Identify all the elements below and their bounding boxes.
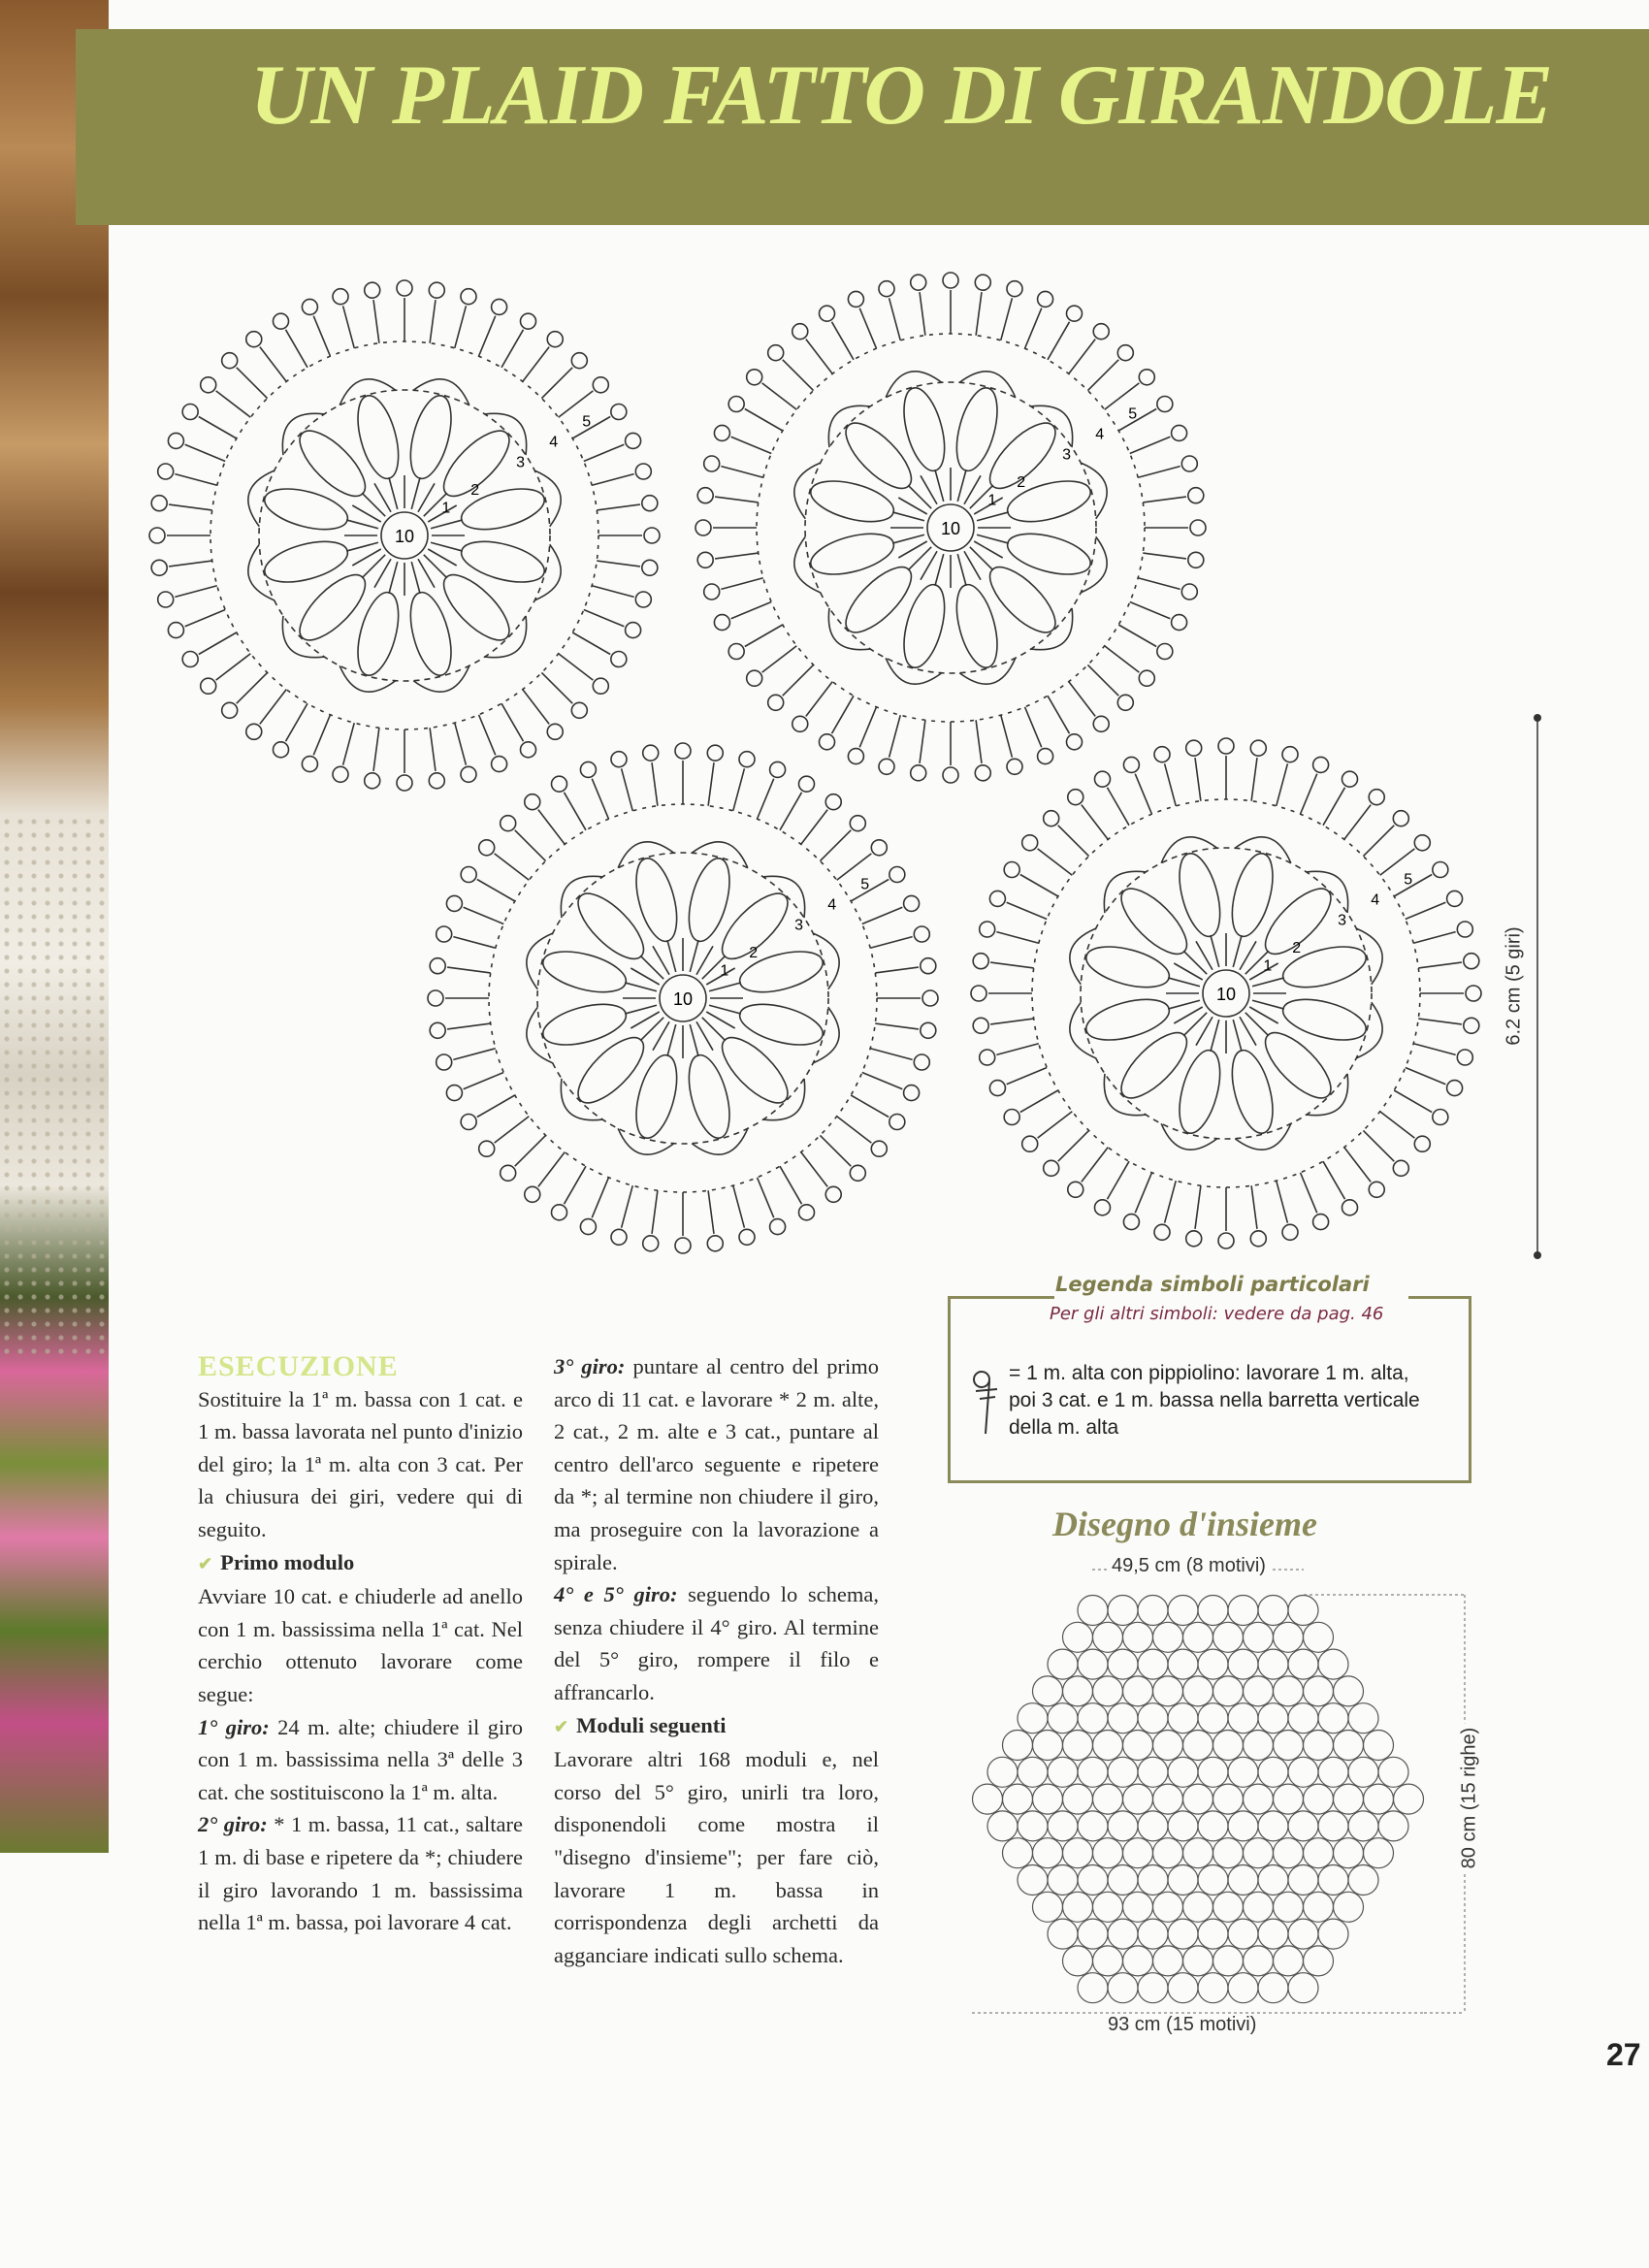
motif-circle: [1348, 1811, 1378, 1841]
overview-title: Disegno d'insieme: [1052, 1505, 1318, 1543]
motif-circle: [1183, 1892, 1213, 1922]
crochet-motif: [695, 273, 1206, 783]
motif-circle: [1244, 1892, 1274, 1922]
motif-circle: [1093, 1784, 1123, 1814]
motif-circle: [1213, 1838, 1244, 1868]
motif-circle: [1123, 1731, 1153, 1761]
motif-center-label: 10: [394, 527, 415, 546]
top-width-label: 49,5 cm (8 motivi): [1108, 1555, 1270, 1577]
motif-circle: [1078, 1973, 1108, 2003]
motif-circle: [1168, 1757, 1198, 1787]
motif-circle: [1304, 1838, 1334, 1868]
motif-circle: [1018, 1703, 1048, 1733]
motif-circle: [1138, 1865, 1168, 1895]
check-icon: ✔: [554, 1716, 569, 1736]
motif-circle: [1093, 1946, 1123, 1976]
motif-circle: [1003, 1731, 1033, 1761]
motif-circle: [1348, 1703, 1378, 1733]
round-number: 4: [549, 434, 559, 451]
motif-circle: [1003, 1838, 1033, 1868]
motif-circle: [987, 1757, 1018, 1787]
motif-circle: [1048, 1703, 1078, 1733]
motif-circle: [1078, 1811, 1108, 1841]
motif-circle: [1123, 1946, 1153, 1976]
motif-circle: [1258, 1703, 1288, 1733]
motif-circle: [1198, 1919, 1228, 1949]
motif-circle: [1078, 1919, 1108, 1949]
motif-circle: [1244, 1784, 1274, 1814]
next-modules-text: Lavorare altri 168 moduli e, nel corso del 5° giro, unirli tra loro, disponendoli come mostra il "disegno d'insieme"; per fare ciò, lavorare 1 m. bassa in corrispondenza degli archetti da agganciare indicati sullo schema.: [554, 1747, 879, 1967]
motif-circle: [1228, 1919, 1258, 1949]
motif-circle: [1123, 1676, 1153, 1706]
motif-circle: [1213, 1946, 1244, 1976]
round-number: 5: [1128, 405, 1138, 423]
motif-circle: [1093, 1622, 1123, 1652]
motif-circle: [1304, 1946, 1334, 1976]
motif-circle: [1258, 1757, 1288, 1787]
page-title: UN PLAID FATTO DI GIRANDOLE: [250, 49, 1553, 143]
motif-circle: [1274, 1892, 1304, 1922]
motif-circle: [1183, 1731, 1213, 1761]
round-4-5: [554, 1578, 879, 1708]
motif-circle: [1108, 1919, 1138, 1949]
round-label: 3° giro:: [554, 1354, 626, 1378]
motif-circle: [1093, 1892, 1123, 1922]
motif-circle: [1198, 1865, 1228, 1895]
motif-circle: [1168, 1973, 1198, 2003]
motif-circle: [1123, 1784, 1153, 1814]
motif-circle: [1318, 1865, 1348, 1895]
motif-circle: [1304, 1676, 1334, 1706]
motif-circle: [1153, 1784, 1183, 1814]
motif-circle: [1108, 1757, 1138, 1787]
legend-border: [1408, 1296, 1469, 1299]
motif-circle: [987, 1811, 1018, 1841]
motif-circle: [1198, 1973, 1228, 2003]
motif-circle: [1153, 1838, 1183, 1868]
motif-circle: [1078, 1757, 1108, 1787]
motif-circle: [1183, 1622, 1213, 1652]
intro-text: Sostituire la 1ª m. bassa con 1 cat. e 1 m. bassa lavorata nel punto d'inizio del giro; la 1ª m. alta con 3 cat. Per la chiusura dei giri, vedere qui di seguito.: [198, 1386, 523, 1541]
motif-circle: [1378, 1811, 1408, 1841]
motif-circle: [1033, 1892, 1063, 1922]
legend-symbol-text: = 1 m. alta con pippiolino: lavorare 1 m. alta, poi 3 cat. e 1 m. bassa nella barretta verticale della m. alta: [1009, 1362, 1420, 1439]
motif-circle: [1168, 1649, 1198, 1679]
motif-circle: [1138, 1649, 1168, 1679]
motif-circle: [1228, 1649, 1258, 1679]
motif-circle: [1108, 1596, 1138, 1626]
motif-circle: [1138, 1596, 1168, 1626]
round-number: 5: [582, 413, 592, 431]
motif-circle: [1334, 1731, 1364, 1761]
round-number: 3: [516, 454, 525, 471]
round-number: 3: [1062, 446, 1071, 464]
motif-circle: [1063, 1838, 1093, 1868]
motif-circle: [1093, 1838, 1123, 1868]
motif-circle: [1168, 1811, 1198, 1841]
motif-circle: [1168, 1919, 1198, 1949]
round-text: 24 m. alte; chiudere il giro con 1 m. bassissima nella 3ª delle 3 cat. che sostituiscono la 1ª m. alta.: [198, 1714, 524, 1804]
motif-circle: [1288, 1649, 1318, 1679]
motif-circle: [1033, 1784, 1063, 1814]
motif-circle: [1123, 1892, 1153, 1922]
double-crochet-picot-icon: [970, 1370, 1003, 1438]
bottom-width-label: 93 cm (15 motivi): [1104, 2014, 1260, 2036]
motif-circle: [1258, 1596, 1288, 1626]
next-modules-title: Moduli seguenti: [576, 1712, 727, 1737]
round-number: 1: [720, 962, 729, 980]
motif-circle: [1198, 1811, 1228, 1841]
motif-circle: [973, 1784, 1003, 1814]
round-number: 1: [987, 492, 997, 509]
overview-layout-diagram: [960, 1552, 1504, 2047]
motif-circle: [1018, 1811, 1048, 1841]
motif-circle: [1063, 1892, 1093, 1922]
motif-circle: [1304, 1784, 1334, 1814]
motif-circle: [1213, 1676, 1244, 1706]
motif-circle: [1318, 1919, 1348, 1949]
motif-circle: [1274, 1946, 1304, 1976]
motif-circle: [1078, 1703, 1108, 1733]
motif-circle: [1048, 1865, 1078, 1895]
legend-title: Legenda simboli particolari: [1055, 1273, 1370, 1296]
motif-circle: [1168, 1596, 1198, 1626]
motif-circle: [1048, 1757, 1078, 1787]
motif-circle: [1153, 1622, 1183, 1652]
motif-circle: [1018, 1865, 1048, 1895]
motif-circle: [1304, 1622, 1334, 1652]
motif-circle: [1153, 1731, 1183, 1761]
round-number: 3: [794, 917, 803, 934]
motif-circle: [1138, 1811, 1168, 1841]
motif-circle: [1198, 1703, 1228, 1733]
motif-circle: [1244, 1731, 1274, 1761]
motif-circle: [1378, 1757, 1408, 1787]
motif-circle: [1258, 1811, 1288, 1841]
motif-circle: [1123, 1622, 1153, 1652]
motif-circle: [1063, 1676, 1093, 1706]
motif-circle: [1138, 1703, 1168, 1733]
motif-circle: [1198, 1649, 1228, 1679]
first-module-text: Avviare 10 cat. e chiuderle ad anello con 1 m. bassissima nella 1ª cat. Nel cerchio ottenuto lavorare come segue:: [198, 1584, 523, 1706]
motif-circle: [1048, 1919, 1078, 1949]
motif-circle: [1108, 1973, 1138, 2003]
motif-circle: [1334, 1784, 1364, 1814]
first-module-heading: [198, 1546, 523, 1581]
crochet-motif: [971, 738, 1481, 1248]
motif-circle: [1183, 1676, 1213, 1706]
motif-circle: [1288, 1703, 1318, 1733]
instructions-column-2: [554, 1350, 879, 1971]
round-number: 2: [470, 482, 480, 500]
motif-circle: [1063, 1622, 1093, 1652]
round-2: [198, 1808, 523, 1938]
motif-circle: [1318, 1757, 1348, 1787]
motif-circle: [1288, 1865, 1318, 1895]
round-number: 2: [1292, 940, 1302, 957]
motif-circle: [1108, 1811, 1138, 1841]
motif-circle: [1063, 1731, 1093, 1761]
motif-circle: [1228, 1865, 1258, 1895]
motif-circle: [1213, 1731, 1244, 1761]
round-number: 4: [827, 896, 837, 914]
motif-circle: [1288, 1757, 1318, 1787]
motif-circle: [1364, 1784, 1394, 1814]
motif-circle: [1288, 1596, 1318, 1626]
motif-circle: [1318, 1703, 1348, 1733]
motif-circle: [1153, 1946, 1183, 1976]
motif-circle: [1334, 1838, 1364, 1868]
motif-circle: [1288, 1919, 1318, 1949]
round-number: 1: [1263, 957, 1273, 975]
motif-circle: [1288, 1811, 1318, 1841]
motif-circle: [1228, 1973, 1258, 2003]
round-3: [554, 1350, 879, 1578]
round-number: 5: [860, 876, 870, 893]
motif-circle: [1168, 1703, 1198, 1733]
height-dimension-label: 6.2 cm (5 giri): [1503, 926, 1525, 1046]
motif-circle: [1033, 1838, 1063, 1868]
motif-circle: [1228, 1811, 1258, 1841]
motif-circle: [1394, 1784, 1424, 1814]
motif-circle: [1078, 1865, 1108, 1895]
motif-circle: [1364, 1731, 1394, 1761]
motif-circle: [1348, 1757, 1378, 1787]
motif-center-label: 10: [672, 989, 694, 1009]
section-title: ESECUZIONE: [198, 1350, 399, 1382]
motif-circle: [1033, 1731, 1063, 1761]
motif-circle: [1288, 1973, 1318, 2003]
round-label: 4° e 5° giro:: [554, 1582, 678, 1607]
motif-circle: [1348, 1865, 1378, 1895]
motif-circle: [1033, 1676, 1063, 1706]
motif-circle: [1153, 1676, 1183, 1706]
round-number: 2: [749, 945, 759, 962]
motif-circle: [1048, 1811, 1078, 1841]
motif-circle: [1018, 1757, 1048, 1787]
motif-circle: [1304, 1731, 1334, 1761]
motif-circle: [1213, 1784, 1244, 1814]
motif-circle: [1364, 1838, 1394, 1868]
motif-circle: [1244, 1676, 1274, 1706]
motif-circle: [1108, 1649, 1138, 1679]
legend-border: [948, 1296, 1054, 1299]
motif-center-label: 10: [940, 519, 961, 538]
motif-circle: [1318, 1811, 1348, 1841]
motif-circle: [1228, 1596, 1258, 1626]
page-number: 27: [1606, 2037, 1641, 2072]
motif-circle: [1274, 1784, 1304, 1814]
motif-circle: [1093, 1731, 1123, 1761]
motif-circle: [1213, 1622, 1244, 1652]
motif-circle: [1228, 1703, 1258, 1733]
motif-circle: [1138, 1757, 1168, 1787]
motif-circle: [1108, 1865, 1138, 1895]
motif-circle: [1138, 1973, 1168, 2003]
crochet-motif: [149, 280, 660, 791]
motif-circle: [1063, 1946, 1093, 1976]
motif-circle: [1183, 1946, 1213, 1976]
motif-circle: [1048, 1649, 1078, 1679]
first-module-title: Primo modulo: [220, 1549, 355, 1574]
motif-circle: [1183, 1838, 1213, 1868]
motif-circle: [1063, 1784, 1093, 1814]
motif-center-label: 10: [1215, 985, 1237, 1004]
motif-circle: [1244, 1622, 1274, 1652]
motif-circle: [1228, 1757, 1258, 1787]
motif-circle: [1168, 1865, 1198, 1895]
motif-circle: [1213, 1892, 1244, 1922]
round-text: * 1 m. bassa, 11 cat., saltare 1 m. di base e ripetere da *; chiudere il giro lavorando 1 m. bassissima nella 1ª m. bassa, poi lavorare 4 cat.: [198, 1812, 524, 1935]
side-height-label: 80 cm (15 righe): [1458, 1724, 1480, 1873]
motif-circle: [1108, 1703, 1138, 1733]
round-label: 1° giro:: [198, 1714, 270, 1739]
motif-circle: [1093, 1676, 1123, 1706]
motif-circle: [1198, 1596, 1228, 1626]
motif-circle: [1304, 1892, 1334, 1922]
round-text: puntare al centro del primo arco di 11 cat. e lavorare * 2 m. alte, 2 cat., 2 m. alte e 3 cat., puntare al centro dell'arco seguente e ripetere da *; al termine non chiudere il giro, ma proseguire con la lavorazione a spirale.: [554, 1354, 880, 1574]
motif-circle: [1078, 1649, 1108, 1679]
round-label: 2° giro:: [198, 1812, 268, 1837]
motif-circle: [1078, 1596, 1108, 1626]
motif-circle: [1334, 1892, 1364, 1922]
round-1: [198, 1711, 523, 1809]
round-number: 3: [1338, 912, 1346, 929]
motif-circle: [1258, 1973, 1288, 2003]
motif-circle: [1198, 1757, 1228, 1787]
round-number: 5: [1404, 871, 1413, 889]
motif-circle: [1274, 1622, 1304, 1652]
check-icon: ✔: [198, 1553, 213, 1573]
motif-circle: [1123, 1838, 1153, 1868]
round-number: 2: [1017, 474, 1026, 492]
motif-circle: [1244, 1838, 1274, 1868]
motif-circle: [1258, 1865, 1288, 1895]
motif-circle: [1274, 1838, 1304, 1868]
round-number: 4: [1095, 426, 1105, 443]
motif-circle: [1244, 1946, 1274, 1976]
round-text: seguendo lo schema, senza chiudere il 4° giro. Al termine del 5° giro, rompere il filo e affrancarlo.: [554, 1582, 879, 1704]
motif-circle: [1318, 1649, 1348, 1679]
round-number: 1: [441, 500, 451, 517]
motif-circle: [1258, 1649, 1288, 1679]
round-number: 4: [1371, 891, 1380, 909]
motif-circle: [1274, 1731, 1304, 1761]
motif-circle: [1153, 1892, 1183, 1922]
motif-circle: [1183, 1784, 1213, 1814]
motif-circle: [1334, 1676, 1364, 1706]
motif-circle: [1003, 1784, 1033, 1814]
motif-circle: [1258, 1919, 1288, 1949]
instructions-column-1: [198, 1350, 523, 1939]
motif-circle: [1274, 1676, 1304, 1706]
legend-subtitle: Per gli altri simboli: vedere da pag. 46: [1050, 1304, 1384, 1324]
next-modules-heading: [554, 1709, 879, 1744]
motif-circle: [1138, 1919, 1168, 1949]
crochet-motif: [428, 743, 938, 1253]
